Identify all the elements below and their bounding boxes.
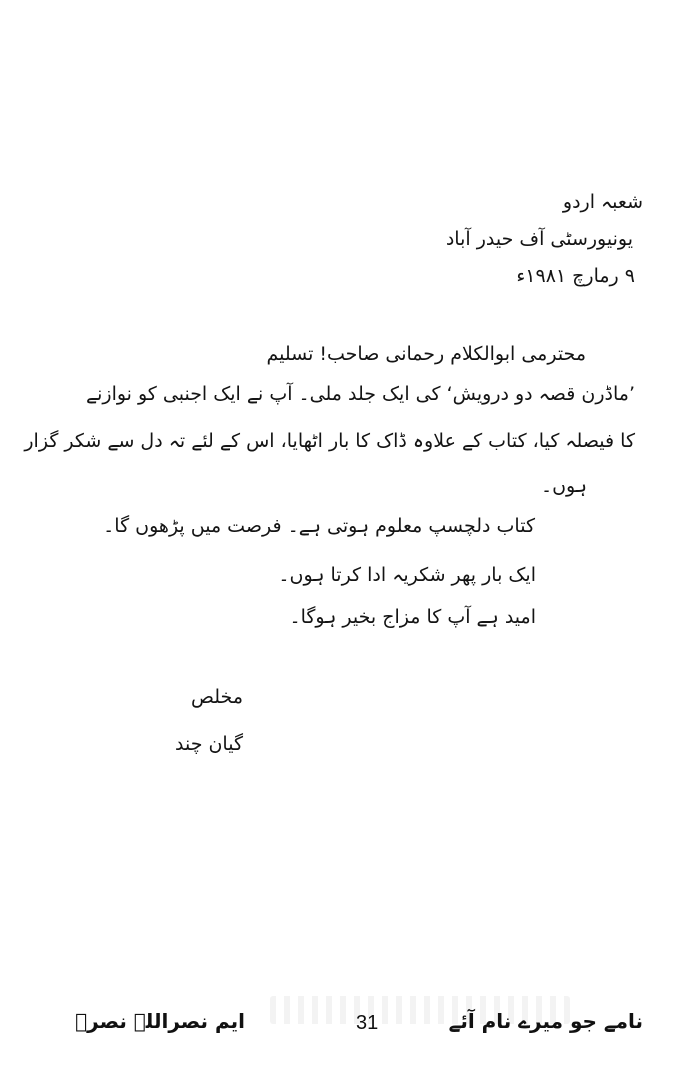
salutation: محترمی ابوالکلام رحمانی صاحب! تسلیم (266, 343, 586, 365)
closing: مخلص (190, 686, 243, 708)
letter-date: ۹ رمارچ ۱۹۸۱ء (516, 265, 635, 287)
page-footer (0, 1006, 683, 1046)
paragraph-1-line-3: ہوں۔ (540, 475, 587, 497)
signature-name: گیان چند (174, 733, 243, 755)
paragraph-4: امید ہے آپ کا مزاج بخیر ہوگا۔ (289, 606, 536, 628)
paragraph-2: کتاب دلچسپ معلوم ہوتی ہے۔ فرصت میں پڑھوں گا۔ (103, 515, 535, 537)
paragraph-1-line-1: ’ماڈرن قصہ دو درویش‘ کی ایک جلد ملی۔ آپ نے ایک اجنبی کو نوازنے (85, 383, 635, 405)
footer-book-title: نامے جو میرے نام آئے (448, 1009, 643, 1033)
address-university: یونیورسٹی آف حیدر آباد (445, 228, 633, 250)
footer-page-number: 31 (356, 1012, 379, 1034)
paragraph-1-line-2: کا فیصلہ کیا، کتاب کے علاوہ ڈاک کا بار اٹھایا، اس کے لئے تہ دل سے شکر گزار (24, 430, 635, 452)
address-department: شعبہ اردو (562, 191, 643, 213)
footer-author: ایم نصراللہ نصرؔ (75, 1009, 245, 1033)
paragraph-3: ایک بار پھر شکریہ ادا کرتا ہوں۔ (278, 564, 536, 586)
